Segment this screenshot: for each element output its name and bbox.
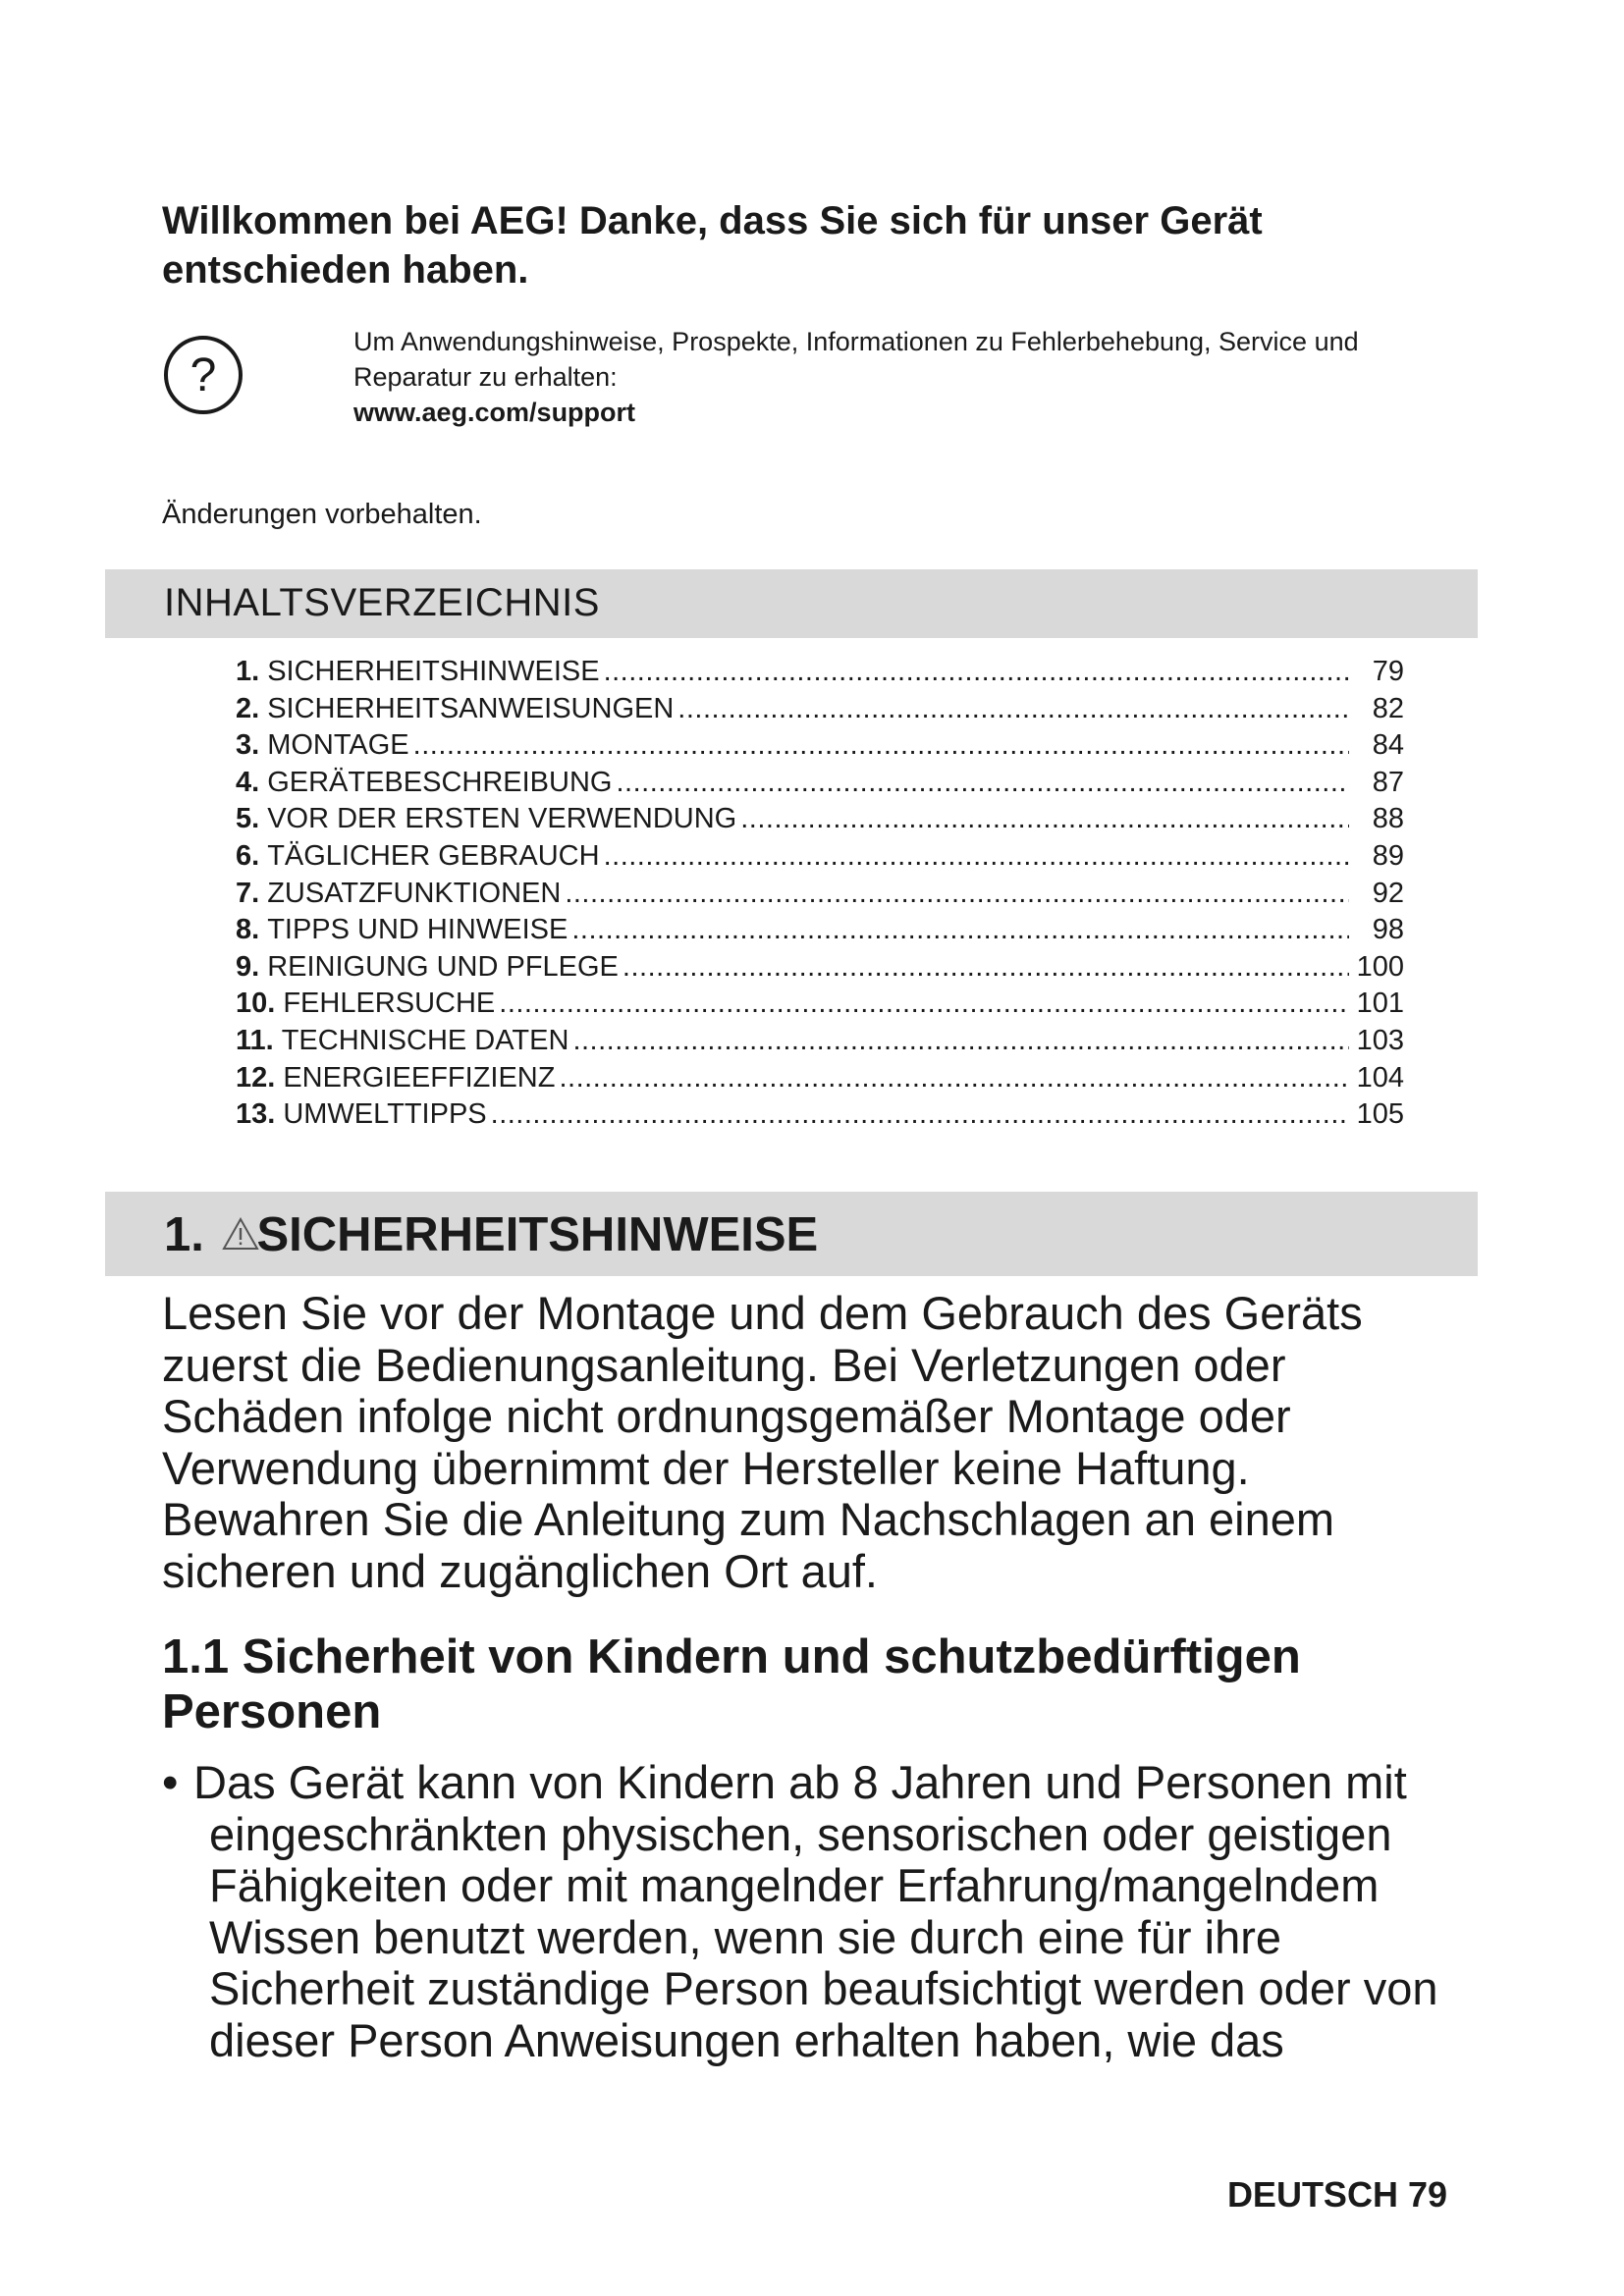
toc-item[interactable] (236, 988, 1404, 1025)
toc-item[interactable] (236, 914, 1404, 951)
table-of-contents (236, 656, 1404, 1136)
toc-dot-leader (565, 878, 1349, 910)
toc-item[interactable] (236, 803, 1404, 840)
toc-title: INHALTSVERZEICHNIS (164, 581, 600, 624)
section-title-text: SICHERHEITSHINWEISE (256, 1208, 819, 1261)
support-link[interactable]: www.aeg.com/support (353, 398, 636, 427)
svg-text:?: ? (189, 349, 217, 401)
toc-item-label: VOR DER ERSTEN VERWENDUNG (267, 803, 737, 835)
bullet-item (162, 1757, 1478, 2066)
toc-item-label: SICHERHEITSANWEISUNGEN (267, 692, 675, 724)
toc-item-page: 98 (1372, 914, 1404, 946)
toc-item[interactable] (236, 1098, 1404, 1136)
support-description: Um Anwendungshinweise, Prospekte, Informationen zu Fehlerbehebung, Service und Reparatur zu erhalten: (353, 327, 1359, 392)
toc-dot-leader (604, 840, 1349, 873)
toc-item-number: 9. (236, 950, 260, 983)
section-title (164, 1207, 818, 1262)
toc-dot-leader (572, 1025, 1349, 1057)
toc-item[interactable] (236, 693, 1404, 730)
toc-dot-leader (559, 1062, 1349, 1095)
toc-item-label: TECHNISCHE DATEN (281, 1024, 569, 1056)
toc-item-label: TÄGLICHER GEBRAUCH (267, 839, 600, 872)
toc-dot-leader (616, 767, 1349, 799)
toc-item[interactable] (236, 729, 1404, 767)
page-footer-label: DEUTSCH 79 (1226, 2174, 1447, 2215)
toc-item-number: 10. (236, 988, 276, 1020)
toc-item[interactable] (236, 767, 1404, 804)
toc-item-page: 104 (1356, 1061, 1404, 1094)
welcome-heading: Willkommen bei AEG! Danke, dass Sie sich für unser Gerät entschieden haben. (162, 199, 1263, 292)
question-circle-icon (162, 334, 244, 416)
bullet-text: Das Gerät kann von Kindern ab 8 Jahren und Personen mit eingeschränkten physischen, sensorischen oder geistigen Fähigkeiten oder mit mangelnder Erfahrung/mangelndem Wissen benutzt werden, wenn sie durch eine für ihre Sicherheit zuständige Person beaufsichtigt werden oder von dieser Person Anweisungen erhalten haben, wie das (193, 1756, 1438, 2066)
warning-triangle-icon (222, 1217, 259, 1251)
toc-item[interactable] (236, 656, 1404, 693)
toc-item-number: 6. (236, 839, 260, 872)
toc-item-number: 12. (236, 1061, 276, 1094)
toc-item-page: 88 (1372, 803, 1404, 835)
toc-item-label: SICHERHEITSHINWEISE (267, 656, 600, 687)
toc-item-label: ZUSATZFUNKTIONEN (267, 877, 562, 909)
bullet-mark: • (162, 1756, 179, 1808)
toc-item-label: FEHLERSUCHE (283, 988, 496, 1020)
toc-item-label: MONTAGE (267, 729, 409, 762)
toc-item[interactable] (236, 1025, 1404, 1062)
toc-item-number: 1. (236, 656, 260, 687)
toc-item-label: TIPPS UND HINWEISE (267, 914, 568, 946)
support-info (162, 324, 1478, 442)
intro-paragraph: Lesen Sie vor der Montage und dem Gebrauch des Geräts zuerst die Bedienungsanleitung. Bei Verletzungen oder Schäden infolge nicht ordnungsgemäßer Montage oder Verwendung übernimmt der Hersteller keine Haftung. Bewahren Sie die Anleitung zum Nachschlagen an einem sicheren und zugänglichen Ort auf. (162, 1287, 1363, 1597)
toc-item-number: 13. (236, 1098, 276, 1131)
toc-dot-leader (677, 693, 1349, 725)
toc-item-page: 92 (1372, 877, 1404, 909)
toc-dot-leader (604, 656, 1349, 688)
toc-item-number: 8. (236, 914, 260, 946)
subsection-title: 1.1 Sicherheit von Kindern und schutzbedürftigen Personen (162, 1630, 1301, 1738)
toc-item[interactable] (236, 878, 1404, 915)
toc-item[interactable] (236, 951, 1404, 988)
toc-header (105, 569, 1478, 638)
toc-item-number: 3. (236, 729, 260, 762)
toc-item-number: 2. (236, 692, 260, 724)
toc-item-page: 87 (1372, 766, 1404, 798)
toc-item-label: GERÄTEBESCHREIBUNG (267, 766, 613, 798)
toc-item-number: 5. (236, 803, 260, 835)
toc-item-page: 84 (1372, 729, 1404, 762)
toc-dot-leader (413, 729, 1349, 762)
toc-item[interactable] (236, 840, 1404, 878)
toc-item-label: ENERGIEEFFIZIENZ (283, 1061, 556, 1094)
toc-dot-leader (491, 1098, 1349, 1131)
toc-item-page: 105 (1356, 1098, 1404, 1131)
toc-item-page: 101 (1356, 988, 1404, 1020)
toc-item-number: 11. (236, 1024, 274, 1056)
toc-item-number: 4. (236, 766, 260, 798)
support-text-block (353, 324, 1483, 430)
toc-dot-leader (571, 914, 1349, 946)
section-number: 1. (164, 1208, 204, 1261)
toc-item-label: UMWELTTIPPS (283, 1098, 487, 1131)
section-header (105, 1192, 1478, 1276)
toc-item-page: 82 (1372, 692, 1404, 724)
toc-item-page: 100 (1356, 950, 1404, 983)
toc-item-page: 79 (1372, 656, 1404, 687)
toc-item-page: 103 (1356, 1024, 1404, 1056)
toc-item-label: REINIGUNG UND PFLEGE (267, 950, 619, 983)
toc-item-page: 89 (1372, 839, 1404, 872)
toc-dot-leader (623, 951, 1349, 984)
toc-item-number: 7. (236, 877, 260, 909)
toc-dot-leader (740, 803, 1349, 835)
toc-dot-leader (499, 988, 1349, 1020)
changes-note: Änderungen vorbehalten. (162, 499, 482, 530)
toc-item[interactable] (236, 1062, 1404, 1099)
